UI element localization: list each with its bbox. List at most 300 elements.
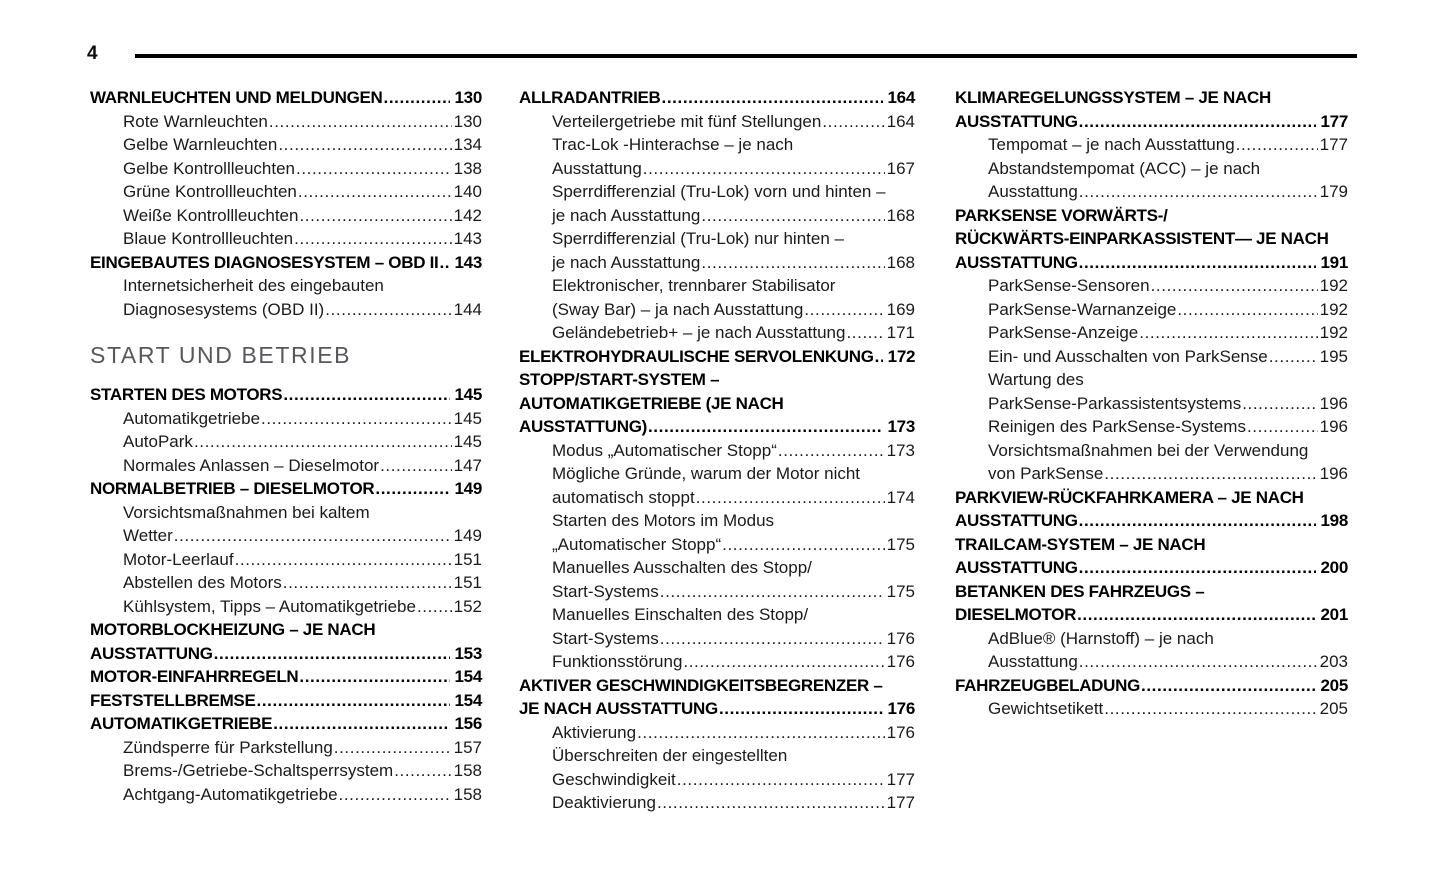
toc-line	[552, 650, 915, 674]
dot-leader	[1078, 180, 1318, 204]
page-number: 143	[453, 229, 482, 248]
toc-entry	[955, 298, 1348, 322]
entry-text: STOPP/START-SYSTEM –	[519, 370, 720, 389]
toc-line	[123, 157, 482, 181]
page-number: 179	[1319, 182, 1348, 201]
toc-entry	[519, 321, 915, 345]
dot-leader	[845, 321, 884, 345]
entry-text: WARNLEUCHTEN UND MELDUNGEN	[90, 88, 383, 107]
entry-text: Manuelles Ausschalten des Stopp/	[552, 558, 812, 577]
toc-entry	[519, 556, 915, 603]
page-number: 196	[1319, 393, 1348, 413]
toc-line	[123, 407, 482, 431]
toc-line	[988, 368, 1348, 392]
toc-line	[123, 204, 482, 228]
dot-leader	[1235, 133, 1318, 157]
dot-leader	[1078, 650, 1318, 674]
toc-entry	[90, 110, 482, 134]
toc-entry	[955, 204, 1348, 275]
entry-text: AUSSTATTUNG	[90, 643, 213, 663]
toc-entry	[90, 227, 482, 251]
dot-leader	[695, 486, 885, 510]
entry-text: Zündsperre für Parkstellung	[123, 737, 333, 757]
toc-line	[552, 251, 915, 275]
toc-entry	[519, 650, 915, 674]
page-number: 201	[1320, 605, 1348, 624]
page-number: 168	[886, 252, 915, 272]
toc-line	[123, 783, 482, 807]
entry-text: TRAILCAM-SYSTEM – JE NACH	[955, 534, 1206, 554]
entry-text: MOTOR-EINFAHRREGELN	[90, 667, 299, 686]
page-number: 145	[454, 385, 482, 404]
toc-line	[988, 392, 1348, 416]
entry-text: Tempomat – je nach Ausstattung	[988, 135, 1235, 154]
toc-entry	[90, 180, 482, 204]
dot-leader	[260, 407, 452, 431]
toc-entry	[90, 548, 482, 572]
toc-entry	[90, 251, 482, 275]
toc-line	[552, 157, 915, 181]
toc-line	[552, 556, 915, 580]
toc-line	[552, 133, 915, 157]
page-number: 198	[1320, 511, 1348, 530]
dot-leader	[173, 524, 452, 548]
toc-entry	[955, 133, 1348, 157]
dot-leader	[721, 533, 884, 557]
toc-entry	[955, 321, 1348, 345]
page-number: 205	[1319, 699, 1348, 718]
entry-text: (Sway Bar) – ja nach Ausstattung	[552, 299, 804, 319]
dot-leader	[293, 227, 452, 251]
toc-entry	[90, 736, 482, 760]
page-number: 154	[454, 690, 482, 710]
toc-line	[123, 454, 482, 478]
toc-entry	[90, 454, 482, 478]
page-number: 158	[453, 761, 482, 780]
entry-text: MOTORBLOCKHEIZUNG – JE NACH	[90, 620, 376, 639]
toc-line	[552, 274, 915, 298]
toc-line	[519, 415, 915, 439]
dot-leader	[700, 204, 884, 228]
page-number: 164	[887, 88, 915, 107]
toc-entry	[519, 110, 915, 134]
dot-leader	[256, 689, 450, 713]
toc-line	[519, 674, 915, 698]
dot-leader	[659, 627, 885, 651]
dot-leader	[647, 415, 883, 439]
page-number: 177	[1319, 135, 1348, 154]
toc-entry	[519, 674, 915, 721]
toc-line	[988, 298, 1348, 322]
toc-line	[90, 383, 482, 407]
dot-leader	[1268, 345, 1318, 369]
entry-text: AUSSTATTUNG	[955, 111, 1078, 131]
entry-text: Wetter	[123, 526, 173, 545]
page-number: 192	[1319, 299, 1348, 319]
toc-entry	[955, 627, 1348, 674]
dot-leader	[416, 595, 452, 619]
toc-line	[519, 697, 915, 721]
entry-text: FESTSTELLBREMSE	[90, 690, 256, 710]
dot-leader	[298, 665, 449, 689]
toc-entry	[90, 618, 482, 665]
dot-leader	[1078, 251, 1316, 275]
page-number: 144	[453, 299, 482, 319]
toc-entry	[90, 383, 482, 407]
toc-line	[552, 791, 915, 815]
toc-line	[519, 345, 915, 369]
dot-leader	[874, 345, 883, 369]
page-number: 140	[453, 182, 482, 201]
toc-line	[123, 571, 482, 595]
page-number: 176	[886, 722, 915, 742]
page-number: 191	[1320, 252, 1348, 272]
toc-line	[552, 439, 915, 463]
toc-line	[552, 486, 915, 510]
entry-text: Start-Systems	[552, 628, 659, 648]
toc-entry	[90, 157, 482, 181]
toc-line	[552, 110, 915, 134]
toc-entry	[955, 486, 1348, 533]
section-heading: START UND BETRIEB	[90, 342, 352, 368]
toc-entry	[90, 204, 482, 228]
dot-leader	[324, 298, 451, 322]
page-number: 176	[886, 628, 915, 648]
dot-leader	[213, 642, 450, 666]
toc-entry	[955, 697, 1348, 721]
toc-line	[988, 157, 1348, 181]
page-number: 175	[886, 534, 915, 554]
toc-line	[552, 180, 915, 204]
entry-text: ELEKTROHYDRAULISCHE SERVOLENKUNG	[519, 346, 874, 366]
toc-line	[90, 712, 482, 736]
toc-line	[552, 768, 915, 792]
toc-line	[552, 204, 915, 228]
entry-text: Motor-Leerlauf	[123, 549, 234, 569]
toc-line	[988, 180, 1348, 204]
toc-line	[552, 321, 915, 345]
entry-text: PARKVIEW-RÜCKFAHRKAMERA – JE NACH	[955, 487, 1304, 507]
toc-entry	[519, 721, 915, 745]
toc-entry	[955, 368, 1348, 415]
toc-entry	[90, 501, 482, 548]
dot-leader	[1078, 509, 1316, 533]
entry-text: Gewichtsetikett	[988, 699, 1104, 718]
toc-line	[552, 533, 915, 557]
toc-line	[955, 251, 1348, 275]
entry-text: AUTOMATIKGETRIEBE	[90, 714, 273, 733]
entry-text: ALLRADANTRIEB	[519, 88, 661, 107]
page-number: 176	[887, 699, 915, 718]
page-number: 149	[453, 526, 482, 545]
page-number: 167	[886, 158, 915, 178]
toc-line	[123, 110, 482, 134]
page-number-header: 4	[87, 43, 98, 64]
toc-entry	[519, 86, 915, 110]
toc-line	[988, 462, 1348, 486]
toc-line	[519, 86, 915, 110]
entry-text: Manuelles Einschalten des Stopp/	[552, 605, 809, 624]
dot-leader	[661, 86, 883, 110]
dot-leader	[642, 157, 885, 181]
page-number: 175	[886, 581, 915, 601]
entry-text: ParkSense-Warnanzeige	[988, 299, 1177, 319]
entry-text: Grüne Kontrollleuchten	[123, 182, 297, 201]
page-number: 173	[886, 440, 915, 460]
entry-text: automatisch stoppt	[552, 487, 695, 507]
entry-text: AUSSTATTUNG	[955, 252, 1078, 272]
entry-text: je nach Ausstattung	[552, 205, 701, 225]
page-number: 173	[887, 417, 915, 436]
toc-entry	[519, 180, 915, 227]
page-number: 145	[453, 432, 482, 451]
toc-entry	[519, 368, 915, 439]
toc-line	[123, 759, 482, 783]
entry-text: Funktionsstörung	[552, 652, 683, 671]
dot-leader	[1138, 321, 1317, 345]
toc-entry	[90, 407, 482, 431]
dot-leader	[1103, 697, 1317, 721]
dot-leader	[1176, 298, 1317, 322]
entry-text: Diagnosesystems (OBD II)	[123, 299, 325, 319]
entry-text: NORMALBETRIEB – DIESELMOTOR	[90, 479, 375, 498]
entry-text: JE NACH AUSSTATTUNG	[519, 699, 718, 718]
entry-text: Aktivierung	[552, 722, 637, 742]
toc-line	[90, 618, 482, 642]
entry-text: von ParkSense	[988, 464, 1104, 483]
page-number: 171	[886, 323, 915, 342]
page-number: 152	[453, 596, 482, 616]
toc-line	[955, 603, 1348, 627]
toc-line	[123, 227, 482, 251]
toc-line	[90, 665, 482, 689]
toc-line	[955, 556, 1348, 580]
page-number: 134	[453, 135, 482, 154]
page-number: 130	[453, 111, 482, 131]
entry-text: AutoPark	[123, 432, 193, 451]
entry-text: Mögliche Gründe, warum der Motor nicht	[552, 464, 861, 483]
toc-entry	[955, 157, 1348, 204]
page-number: 177	[1320, 111, 1348, 131]
toc-columns	[90, 86, 1348, 815]
toc-entry	[90, 665, 482, 689]
toc-line	[123, 298, 482, 322]
toc-line	[988, 133, 1348, 157]
page-number: 158	[453, 784, 482, 804]
toc-entry	[955, 345, 1348, 369]
dot-leader	[777, 439, 885, 463]
dot-leader	[379, 454, 452, 478]
toc-entry	[955, 274, 1348, 298]
page-number: 130	[454, 88, 482, 107]
toc-entry	[519, 744, 915, 791]
dot-leader	[272, 712, 449, 736]
toc-line	[955, 533, 1348, 557]
entry-text: Ausstattung	[988, 652, 1078, 671]
entry-text: Achtgang-Automatikgetriebe	[123, 784, 338, 804]
toc-line	[123, 548, 482, 572]
toc-entry	[955, 580, 1348, 627]
page-number: 196	[1319, 464, 1348, 483]
page-number: 142	[453, 205, 482, 225]
toc-column-1	[90, 86, 482, 815]
dot-leader	[338, 783, 452, 807]
page-number: 164	[886, 111, 915, 131]
toc-line	[123, 430, 482, 454]
entry-text: Gelbe Kontrollleuchten	[123, 158, 296, 178]
toc-line	[955, 227, 1348, 251]
toc-line	[988, 321, 1348, 345]
header-rule	[135, 54, 1357, 58]
dot-leader	[1076, 603, 1315, 627]
toc-column-2	[519, 86, 915, 815]
page-number: 200	[1320, 558, 1348, 577]
page-number: 192	[1319, 323, 1348, 342]
toc-line	[955, 486, 1348, 510]
toc-entry	[519, 274, 915, 321]
dot-leader	[1246, 415, 1318, 439]
entry-text: Gelbe Warnleuchten	[123, 135, 278, 154]
toc-entry	[90, 430, 482, 454]
entry-text: Starten des Motors im Modus	[552, 511, 775, 530]
toc-line	[90, 86, 482, 110]
page-number: 177	[886, 793, 915, 812]
entry-text: Vorsichtsmaßnahmen bei kaltem	[123, 502, 370, 522]
toc-entry	[90, 133, 482, 157]
entry-text: je nach Ausstattung	[552, 252, 701, 272]
toc-line	[123, 524, 482, 548]
entry-text: AUTOMATIKGETRIEBE (JE NACH	[519, 393, 784, 413]
dot-leader	[1078, 110, 1316, 134]
page-number: 195	[1319, 346, 1348, 366]
entry-text: Abstellen des Motors	[123, 573, 282, 592]
entry-text: FAHRZEUGBELADUNG	[955, 675, 1141, 695]
toc-line	[90, 642, 482, 666]
page-number: 205	[1320, 675, 1348, 695]
page-number: 138	[453, 158, 482, 178]
entry-text: PARKSENSE VORWÄRTS-/	[955, 205, 1168, 225]
entry-text: Automatikgetriebe	[123, 408, 261, 428]
dot-leader	[333, 736, 452, 760]
toc-entry	[90, 783, 482, 807]
toc-line	[552, 627, 915, 651]
entry-text: RÜCKWÄRTS-EINPARKASSISTENT— JE NACH	[955, 229, 1329, 248]
entry-text: Start-Systems	[552, 581, 659, 601]
page-number: 174	[886, 487, 915, 507]
page-number: 172	[887, 346, 916, 366]
dot-leader	[1241, 392, 1317, 416]
toc-column-3	[955, 86, 1348, 815]
entry-text: Ein- und Ausschalten von ParkSense	[988, 346, 1268, 366]
entry-text: EINGEBAUTES DIAGNOSESYSTEM – OBD II	[90, 252, 439, 272]
dot-leader	[277, 133, 451, 157]
entry-text: AKTIVER GESCHWINDIGKEITSBEGRENZER –	[519, 675, 883, 695]
toc-entry	[90, 477, 482, 501]
page-number: 145	[453, 408, 482, 428]
dot-leader	[282, 383, 449, 407]
toc-line	[552, 227, 915, 251]
entry-text: Sperrdifferenzial (Tru-Lok) nur hinten –	[552, 229, 844, 248]
dot-leader	[718, 697, 883, 721]
toc-line	[955, 204, 1348, 228]
toc-line	[988, 274, 1348, 298]
toc-entry	[519, 462, 915, 509]
entry-text: Elektronischer, trennbarer Stabilisator	[552, 276, 836, 295]
entry-text: Reinigen des ParkSense-Systems	[988, 417, 1246, 436]
page-number: 151	[453, 549, 482, 569]
dot-leader	[659, 580, 885, 604]
toc-entry	[955, 86, 1348, 133]
toc-entry	[519, 603, 915, 650]
page-number: 147	[453, 455, 482, 475]
page-number: 156	[454, 714, 482, 733]
dot-leader	[1103, 462, 1317, 486]
toc-entry	[90, 689, 482, 713]
entry-text: BETANKEN DES FAHRZEUGS –	[955, 581, 1205, 601]
toc-line	[955, 580, 1348, 604]
toc-line	[955, 86, 1348, 110]
toc-entry	[519, 133, 915, 180]
toc-line	[90, 689, 482, 713]
entry-text: AUSSTATTUNG	[955, 558, 1078, 577]
dot-leader	[295, 157, 452, 181]
toc-line	[123, 180, 482, 204]
entry-text: Geschwindigkeit	[552, 769, 676, 789]
toc-line	[123, 501, 482, 525]
toc-line	[988, 345, 1348, 369]
entry-text: Abstandstempomat (ACC) – je nach	[988, 158, 1261, 178]
dot-leader	[700, 251, 884, 275]
toc-entry	[90, 595, 482, 619]
dot-leader	[234, 548, 452, 572]
toc-line	[955, 509, 1348, 533]
entry-text: AUSSTATTUNG	[955, 511, 1078, 530]
toc-line	[123, 133, 482, 157]
toc-entry	[519, 509, 915, 556]
dot-leader	[298, 204, 451, 228]
page-number: 153	[454, 643, 482, 663]
entry-text: ParkSense-Sensoren	[988, 276, 1150, 295]
dot-leader	[821, 110, 884, 134]
toc-line	[988, 439, 1348, 463]
dot-leader	[1140, 674, 1316, 698]
toc-entry	[519, 345, 915, 369]
toc-entry	[519, 791, 915, 815]
toc-line	[123, 274, 482, 298]
entry-text: Vorsichtsmaßnahmen bei der Verwendung	[988, 440, 1309, 460]
page-number: 196	[1319, 417, 1348, 436]
toc-line	[123, 736, 482, 760]
toc-line	[519, 368, 915, 392]
page-number: 157	[453, 737, 482, 757]
toc-entry	[955, 439, 1348, 486]
toc-line	[988, 627, 1348, 651]
toc-line	[552, 721, 915, 745]
entry-text: Modus „Automatischer Stopp“	[552, 440, 777, 460]
page-number: 169	[886, 299, 915, 319]
toc-entry	[90, 759, 482, 783]
entry-text: ParkSense-Anzeige	[988, 323, 1139, 342]
toc-line	[123, 595, 482, 619]
entry-text: Verteilergetriebe mit fünf Stellungen	[552, 111, 822, 131]
toc-line	[955, 110, 1348, 134]
dot-leader	[803, 298, 884, 322]
toc-entry	[90, 571, 482, 595]
entry-text: Sperrdifferenzial (Tru-Lok) vorn und hinten –	[552, 182, 886, 201]
entry-text: Brems-/Getriebe-Schaltsperrsystem	[123, 761, 394, 780]
entry-text: Geländebetrieb+ – je nach Ausstattung	[552, 323, 846, 342]
page-number: 192	[1319, 276, 1348, 295]
